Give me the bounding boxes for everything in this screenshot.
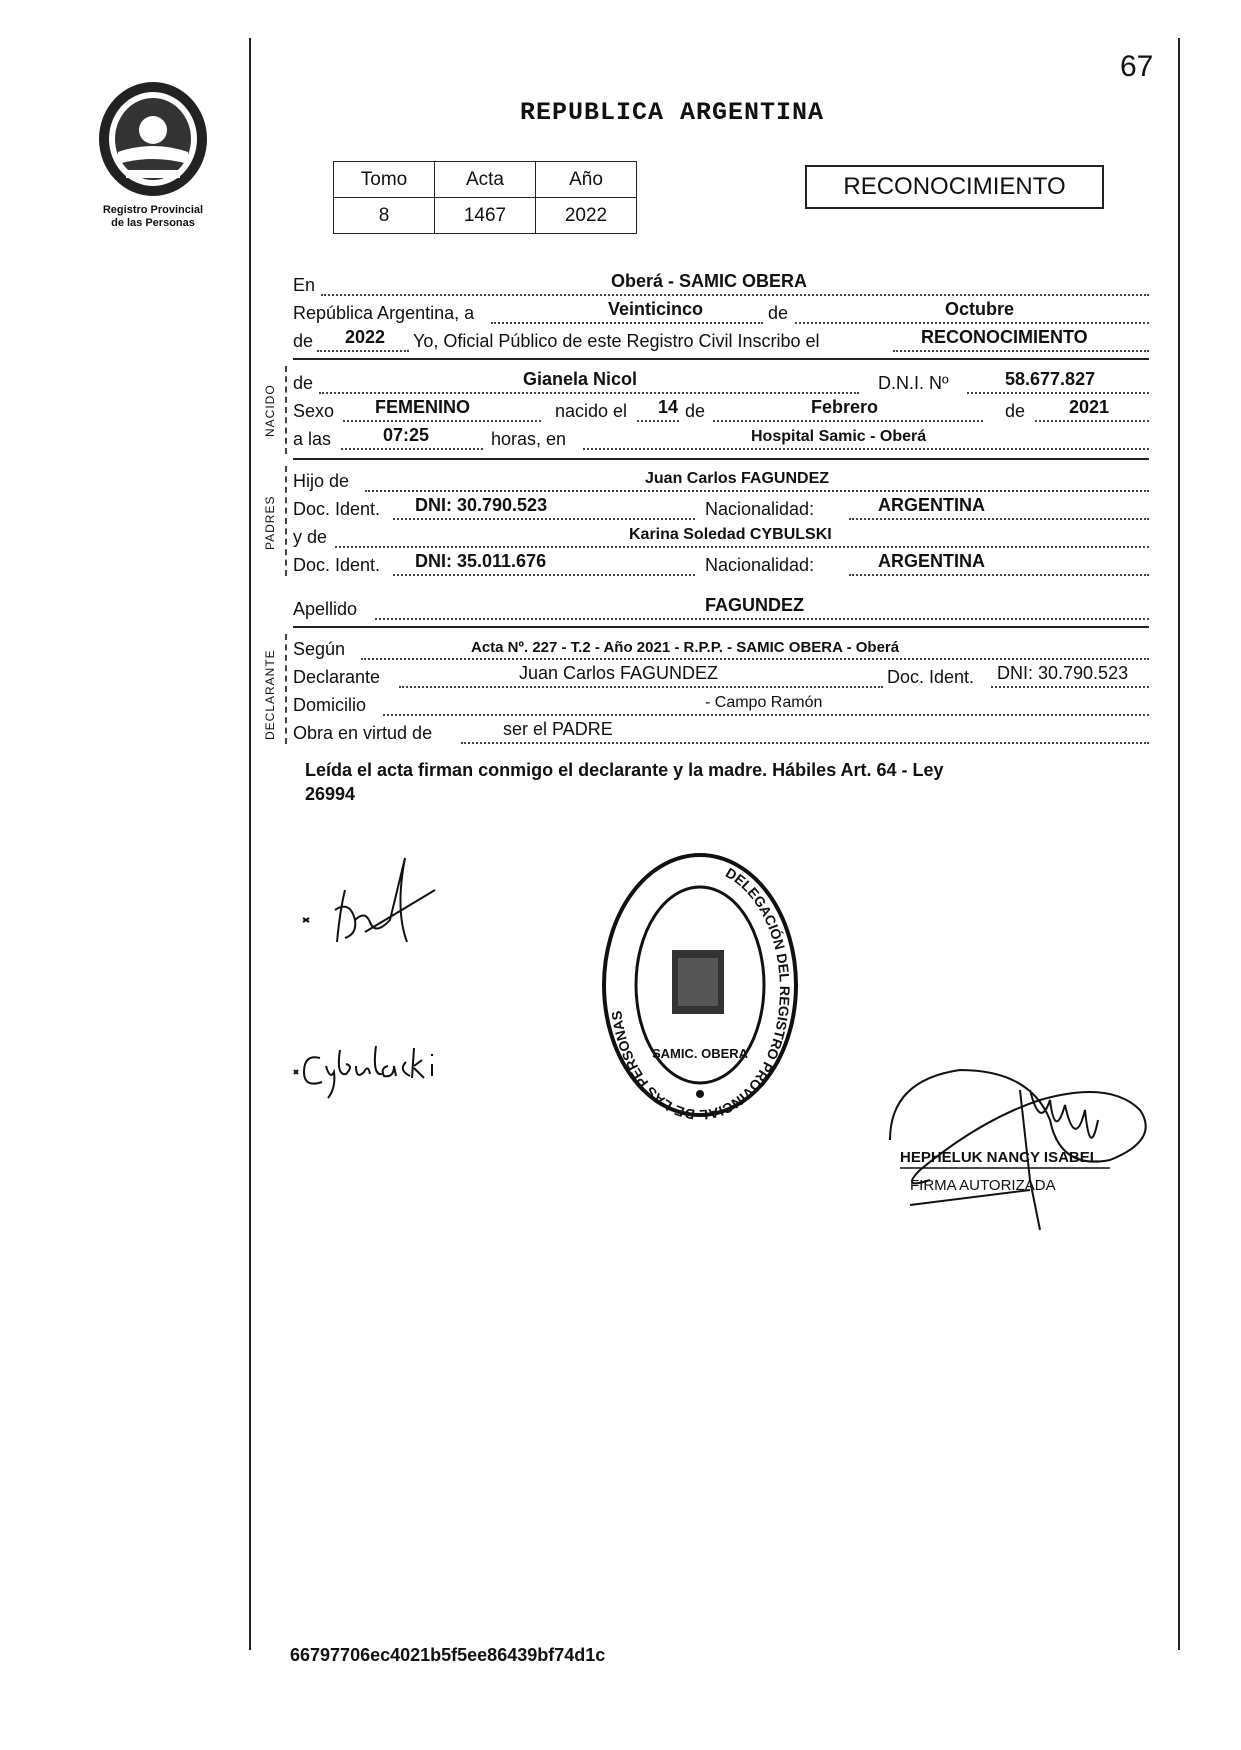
row-name (293, 370, 1149, 396)
row-father-doc (293, 496, 1149, 522)
official-name: HEPHELUK NANCY ISABEL (900, 1149, 1099, 1166)
inscribo-value: RECONOCIMIENTO (921, 327, 1088, 347)
seal-caption-line1: Registro Provincial (102, 204, 204, 216)
nacionalidad-label: Nacionalidad: (705, 499, 815, 519)
nacionalidad-label-2: Nacionalidad: (705, 555, 815, 575)
sexo-value: FEMENINO (375, 397, 471, 417)
decl-doc-value: DNI: 30.790.523 (997, 663, 1129, 683)
row-apellido (293, 596, 1149, 622)
dni-label: D.N.I. Nº (878, 373, 949, 393)
de-year-label: de (293, 331, 314, 351)
en-label: En (293, 275, 316, 295)
horas-en-label: horas, en (491, 429, 567, 449)
father-nationality-value: ARGENTINA (878, 495, 985, 515)
apellido-value: FAGUNDEZ (705, 595, 804, 615)
row-mother-doc (293, 552, 1149, 578)
seal-caption-line2: de las Personas (111, 217, 195, 229)
row-date (293, 300, 1149, 326)
declarante-label: Declarante (293, 667, 381, 687)
de-label-3: de (1005, 401, 1026, 421)
de-label: de (768, 303, 789, 323)
section-divider (293, 626, 1149, 628)
closing-line-2: 26994 (305, 784, 356, 804)
birth-year-value: 2021 (1069, 397, 1110, 417)
register-value-acta: 1467 (435, 198, 536, 234)
doc-ident-label-2: Doc. Ident. (293, 555, 381, 575)
day-value: Veinticinco (608, 299, 704, 319)
segun-label: Según (293, 639, 346, 659)
register-value-tomo: 8 (334, 198, 435, 234)
padres-side-label: PADRES (263, 495, 277, 550)
register-header-anio: Año (536, 162, 637, 198)
apellido-label: Apellido (293, 599, 358, 619)
mother-signature (290, 1040, 450, 1100)
stamp-inner-text: SAMIC. OBERA (651, 1046, 749, 1061)
register-value-anio: 2022 (536, 198, 637, 234)
footer-hash: 66797706ec4021b5f5ee86439bf74d1c (290, 1645, 606, 1665)
father-value: Juan Carlos FAGUNDEZ (645, 470, 830, 487)
father-doc-value: DNI: 30.790.523 (415, 495, 548, 515)
left-margin-line (249, 38, 251, 1650)
section-divider (293, 358, 1149, 360)
closing-line-1: Leída el acta firman conmigo el declarante y la madre. Hábiles Art. 64 - Ley (305, 760, 944, 780)
oficial-label: Yo, Oficial Público de este Registro Civil Inscribo el (413, 331, 820, 351)
obra-label: Obra en virtud de (293, 723, 433, 743)
provincial-seal (96, 80, 211, 198)
segun-value: Acta Nº. 227 - T.2 - Año 2021 - R.P.P. - SAMIC OBERA - Oberá (471, 639, 900, 656)
row-declarante (293, 664, 1149, 690)
row-en (293, 272, 1149, 298)
birth-month-value: Febrero (811, 397, 879, 417)
row-father (293, 468, 1149, 494)
declarante-value: Juan Carlos FAGUNDEZ (519, 663, 719, 683)
a-las-label: a las (293, 429, 332, 449)
birth-day-value: 14 (658, 397, 679, 417)
year-value: 2022 (345, 327, 386, 347)
declarante-side-label: DECLARANTE (263, 649, 277, 740)
register-table (333, 161, 637, 234)
month-value: Octubre (945, 299, 1015, 319)
closing-statement (305, 758, 1145, 806)
y-de-label: y de (293, 527, 328, 547)
row-segun (293, 636, 1149, 662)
row-obra (293, 720, 1149, 746)
right-margin-line (1178, 38, 1180, 1650)
official-stamp (600, 850, 800, 1120)
document-title: REPUBLICA ARGENTINA (520, 98, 825, 127)
domicilio-label: Domicilio (293, 695, 367, 715)
register-value-row (334, 198, 637, 234)
mother-doc-value: DNI: 35.011.676 (415, 551, 547, 571)
place-value: Oberá - SAMIC OBERA (611, 271, 808, 291)
register-header-acta: Acta (435, 162, 536, 198)
seal-caption (88, 204, 218, 230)
stamp-ring-text: DELEGACIÓN DEL REGISTRO PROVINCIAL DE LAS PERSONAS (608, 864, 793, 1120)
act-type-box: RECONOCIMIENTO (805, 165, 1104, 209)
nacido-side-label: NACIDO (263, 384, 277, 437)
father-signature (295, 850, 445, 960)
mother-value: Karina Soledad CYBULSKI (629, 526, 832, 543)
de-label-2: de (685, 401, 706, 421)
dni-value: 58.677.827 (1005, 369, 1096, 389)
de-name-label: de (293, 373, 314, 393)
official-caption: FIRMA AUTORIZADA (910, 1177, 1056, 1194)
domicilio-value: - Campo Ramón (705, 694, 823, 711)
authorized-signature (880, 1030, 1170, 1240)
padres-bracket (285, 466, 287, 576)
nacido-bracket (285, 366, 287, 454)
nacido-el-label: nacido el (555, 401, 628, 421)
register-header-tomo: Tomo (334, 162, 435, 198)
section-divider (293, 458, 1149, 460)
mother-nationality-value: ARGENTINA (878, 551, 985, 571)
republica-label: República Argentina, a (293, 303, 475, 323)
register-header-row (334, 162, 637, 198)
row-year (293, 328, 1149, 354)
declarante-bracket (285, 634, 287, 744)
obra-value: ser el PADRE (503, 719, 613, 739)
hour-value: 07:25 (383, 425, 430, 445)
row-mother (293, 524, 1149, 550)
hijo-de-label: Hijo de (293, 471, 350, 491)
page-number: 67 (1120, 50, 1154, 83)
decl-doc-label: Doc. Ident. (887, 667, 975, 687)
birth-place-value: Hospital Samic - Oberá (751, 428, 927, 445)
row-hora (293, 426, 1149, 452)
sexo-label: Sexo (293, 401, 335, 421)
row-sexo (293, 398, 1149, 424)
name-value: Gianela Nicol (523, 369, 638, 389)
doc-ident-label: Doc. Ident. (293, 499, 381, 519)
row-domicilio (293, 692, 1149, 718)
